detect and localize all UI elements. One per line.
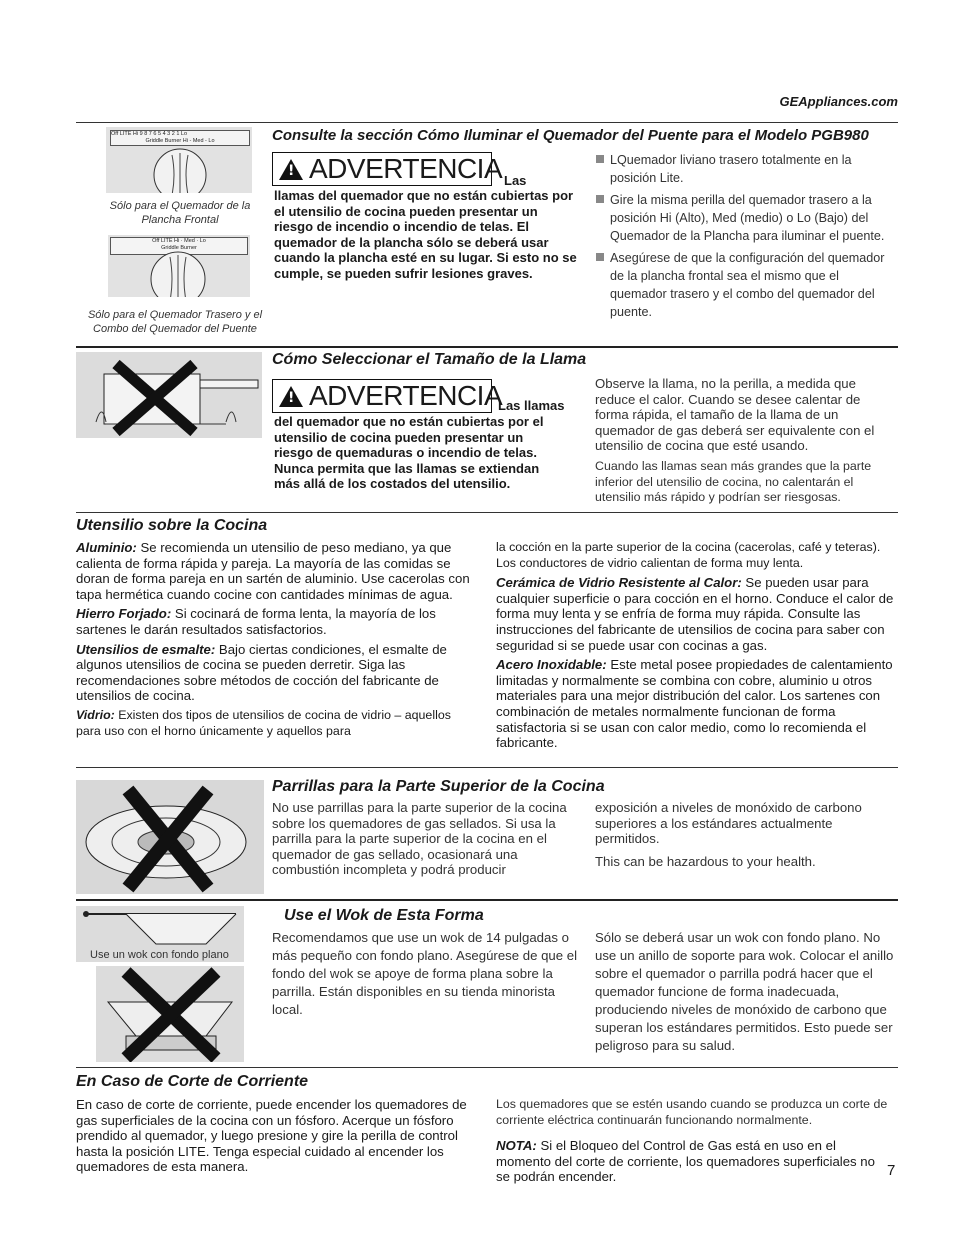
- knob-icon: [108, 235, 250, 297]
- label-hierro: Hierro Forjado:: [76, 606, 172, 622]
- text-hierro: Si cocinará de forma lenta, la mayoría de los sartenes le darán resultados satisfactorios.: [76, 606, 436, 637]
- flame-paragraph-1: Observe la llama, no la perilla, a medida que reduce el calor. Cuando se desee calentar de forma rápida, el tamaño de la llama de un quemador de gas deberá ser equivalente con el utensilio de cocina que esté usando.: [595, 376, 875, 454]
- wok-ring-illustration: [96, 966, 244, 1062]
- dial-label: Griddle Burner: [161, 245, 197, 251]
- divider: [76, 767, 898, 768]
- burner-rack-illustration: [76, 780, 264, 894]
- divider: [76, 899, 898, 901]
- pan-flame-illustration: [76, 352, 262, 438]
- list-item: Gire la misma perilla del quemador trasero a la posición Hi (Alto), Med (medio) o Lo (Bajo) del Quemador de la Plancha para iluminar el puente.: [596, 191, 896, 245]
- power-right-text: Los quemadores que se estén usando cuando se produzca un corte de corriente eléctrica continuarán funcionando normalmente.: [496, 1097, 888, 1127]
- text-vidrio: Existen dos tipos de utensilios de cocina de vidrio – aquellos para uso con el horno únicamente y aquellos para: [76, 707, 451, 738]
- warning-word: ADVERTENCIA: [309, 380, 503, 411]
- section-title-wok: Use el Wok de Esta Forma: [284, 907, 484, 924]
- flame-paragraph-2: Cuando las llamas sean más grandes que la parte inferior del utensilio de cocina, no calentarán el utensilio más rápido y podrían ser riesgosas.: [595, 459, 872, 504]
- warning-banner: [272, 152, 503, 186]
- text-esmalte: Bajo ciertas condiciones, el esmalte de algunos utensilios de cocina se pueden derretir. Siga las recomendaciones sobre métodos de cocción del fabricante de utensilios de cocina.: [76, 641, 447, 704]
- divider: [76, 122, 898, 123]
- label-acero: Acero Inoxidable:: [496, 657, 607, 673]
- section-title-flame: Cómo Seleccionar el Tamaño de la Llama: [272, 351, 587, 368]
- nota-label: NOTA:: [496, 1138, 537, 1153]
- dial-scale: Off LITE Hi · Med · Lo: [152, 238, 206, 244]
- text-aluminio: Se recomienda un utensilio de peso mediano, ya que calienta de forma rápida y pareja. La mayoría de las comidas se doran de forma pareja en un sartén de aluminio. Use cacerolas con tapa hermética cuando cocine con cantidades mínimas de agua.: [76, 540, 470, 602]
- racks-left-text: No use parrillas para la parte superior de la cocina sobre los quemadores de gas sellados. Si usa la parrilla para la parte superior de la cocina en el quemador de gas sellado, ocasionará una combustión incompleta y podrá producir: [272, 800, 567, 878]
- dial-image-rear: [108, 235, 250, 297]
- warning-tail: Las: [504, 173, 527, 188]
- rack-image: [76, 780, 264, 894]
- text-acero: Este metal posee propiedades de calentamiento limitadas y normalmente se combina con cobre, aluminio u otros materiales para una mejor distribución del calor. Los sartenes con combinación de metales normalmente funcionan de forma satisfactoria si se usan con calor medio, como lo recomienda el fabricante.: [496, 657, 893, 751]
- label-ceramica: Cerámica de Vidrio Resistente al Calor:: [496, 575, 742, 591]
- divider: [76, 346, 898, 348]
- caption-rear: Sólo para el Quemador Trasero y el Combo del Quemador del Puente: [87, 309, 263, 335]
- flat-wok-illustration: [76, 906, 244, 950]
- section-title-lite: Consulte la sección Cómo Iluminar el Quemador del Puente para el Modelo PGB980: [272, 127, 869, 144]
- racks-health-note: This can be hazardous to your health.: [595, 854, 816, 869]
- racks-right-text: exposición a niveles de monóxido de carbono superiores a los estándares actualmente permitidos.: [595, 800, 862, 847]
- nota-text: Si el Bloqueo del Control de Gas está en uso en el momento del corte de corriente, los quemadores superficiales no se podrán encender.: [496, 1138, 875, 1185]
- section-title-racks: Parrillas para la Parte Superior de la Cocina: [272, 778, 605, 795]
- divider: [76, 1067, 898, 1068]
- power-left-text: En caso de corte de corriente, puede encender los quemadores de gas superficiales de la cocina con un fósforo. Acerque un fósforo prendido al quemador, y luego presione y gire la perilla de control hasta la posición LITE. Tenga especial cuidado al encender los quemadores de esta manera.: [76, 1097, 467, 1175]
- dial-image-front: [106, 127, 252, 193]
- warning-icon: !: [279, 386, 303, 407]
- list-item: Asegúrese de que la configuración del quemador de la plancha frontal sea el mismo que el quemador trasero y el combo del quemador del puente.: [596, 249, 896, 321]
- label-vidrio: Vidrio:: [76, 707, 115, 722]
- warning-text: llamas del quemador que no están cubiertas por el utensilio de cocina pueden presentar un riesgo de incendio o incendio de telas. El quemador de la plancha sólo se deberá usar cuando la plancha esté en su lugar. Si esto no se cumple, se pueden sufrir lesiones graves.: [274, 188, 577, 281]
- site-url: GEAppliances.com: [779, 94, 898, 109]
- section-title-power: En Caso de Corte de Corriente: [76, 1073, 309, 1090]
- section-title-cookware: Utensilio sobre la Cocina: [76, 517, 268, 534]
- dial-label: Griddle Burner Hi - Med - Lo: [145, 138, 215, 144]
- warning-icon: !: [279, 159, 303, 180]
- cookware-right-column: [496, 540, 898, 755]
- power-note: [496, 1138, 888, 1185]
- list-item: LQuemador liviano trasero totalmente en la posición Lite.: [596, 151, 896, 187]
- warning-tail: Las llamas: [498, 398, 565, 413]
- page-number: 7: [887, 1162, 896, 1179]
- text-ceramica: Se pueden usar para cualquier superficie o para cocción en el horno. Conduce el calor de forma muy lenta y se enfría de forma muy rápida. Consulte las instrucciones del fabricante de utensilios de cocina para saber con seguridad si se puede usar con cocinas a gas.: [496, 575, 894, 653]
- wok-caption: Use un wok con fondo plano: [90, 949, 229, 961]
- label-aluminio: Aluminio:: [76, 540, 137, 555]
- label-esmalte: Utensilios de esmalte:: [76, 641, 216, 657]
- bullet-list: [596, 151, 896, 325]
- flame-image: [76, 352, 262, 438]
- warning-word: ADVERTENCIA: [309, 153, 503, 184]
- cookware-left-column: [76, 540, 478, 743]
- knob-icon: [106, 127, 252, 193]
- dial-scale: Off LITE Hi 9 8 7 6 5 4 3 2 1 Lo: [111, 131, 188, 137]
- wok-left-text: Recomendamos que use un wok de 14 pulgadas o más pequeño con fondo plano. Asegúrese de que el fondo del wok se apoye de forma plana sobre la parrilla. Están disponibles en su tienda minorista local.: [272, 930, 578, 1017]
- wok-right-text: Sólo se deberá usar un wok con fondo plano. No use un anillo de soporte para wok. Colocar el anillo sobre el quemador o parrilla podrá hacer que el quemador funcione de forma inadecuada, produciendo niveles de monóxido de carbono que superan los estándares permitidos. Esto puede ser peligroso para su salud.: [595, 930, 894, 1053]
- warning-banner: [272, 379, 503, 413]
- caption-front: Sólo para el Quemador de la Plancha Frontal: [109, 200, 251, 226]
- text-vidrio-cont: la cocción en la parte superior de la cocina (cacerolas, café y teteras). Los conductores de vidrio calientan de forma muy lenta.: [496, 540, 881, 570]
- divider: [76, 512, 898, 513]
- wok-incorrect-image: [96, 966, 244, 1062]
- wok-correct-image: [76, 906, 244, 962]
- warning-text: del quemador que no están cubiertas por el utensilio de cocina pueden presentar un riesgo de quemaduras o incendio de telas. Nunca permita que las llamas se extiendan más allá de los costados del utensilio.: [274, 414, 544, 492]
